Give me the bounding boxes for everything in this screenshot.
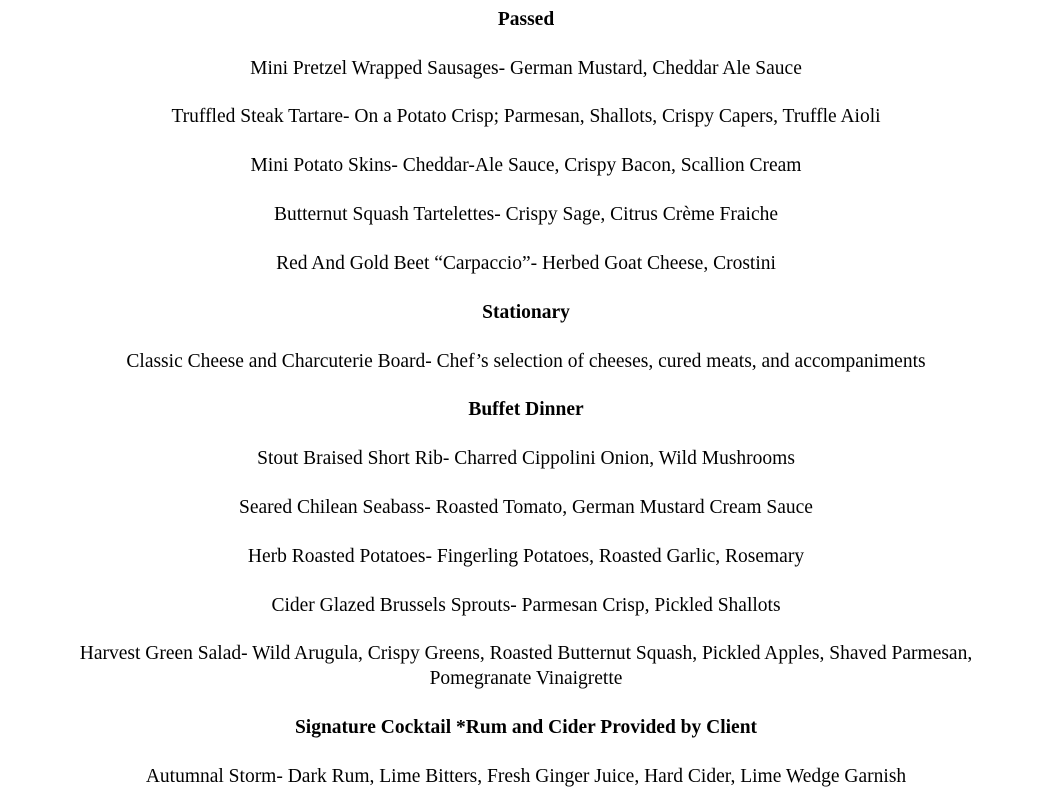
menu-item: Harvest Green Salad- Wild Arugula, Crispy Greens, Roasted Butternut Squash, Pickled Apples, Shaved Parmesan, <box>79 643 973 664</box>
section-heading-passed: Passed <box>497 9 555 30</box>
section-heading-signature-cocktail: Signature Cocktail *Rum and Cider Provided by Client <box>294 717 758 738</box>
menu-item: Seared Chilean Seabass- Roasted Tomato, German Mustard Cream Sauce <box>239 497 813 518</box>
menu-item: Herb Roasted Potatoes- Fingerling Potatoes, Roasted Garlic, Rosemary <box>247 546 805 567</box>
menu-item: Mini Pretzel Wrapped Sausages- German Mustard, Cheddar Ale Sauce <box>250 58 802 79</box>
menu-item: Stout Braised Short Rib- Charred Cippolini Onion, Wild Mushrooms <box>257 448 795 469</box>
menu-item: Cider Glazed Brussels Sprouts- Parmesan Crisp, Pickled Shallots <box>271 595 781 616</box>
section-heading-buffet-dinner: Buffet Dinner <box>468 399 584 420</box>
menu-item: Classic Cheese and Charcuterie Board- Chef’s selection of cheeses, cured meats, and accompaniments <box>126 351 926 372</box>
menu-item: Butternut Squash Tartelettes- Crispy Sage, Citrus Crème Fraiche <box>273 204 779 225</box>
section-heading-stationary: Stationary <box>482 302 570 323</box>
menu-item: Autumnal Storm- Dark Rum, Lime Bitters, Fresh Ginger Juice, Hard Cider, Lime Wedge Garnish <box>145 766 907 787</box>
menu-item-continuation: Pomegranate Vinaigrette <box>429 668 623 689</box>
menu-item: Red And Gold Beet “Carpaccio”- Herbed Goat Cheese, Crostini <box>276 253 776 274</box>
menu-item: Mini Potato Skins- Cheddar-Ale Sauce, Crispy Bacon, Scallion Cream <box>250 155 802 176</box>
menu-item: Truffled Steak Tartare- On a Potato Crisp; Parmesan, Shallots, Crispy Capers, Truffle Aioli <box>171 106 881 127</box>
